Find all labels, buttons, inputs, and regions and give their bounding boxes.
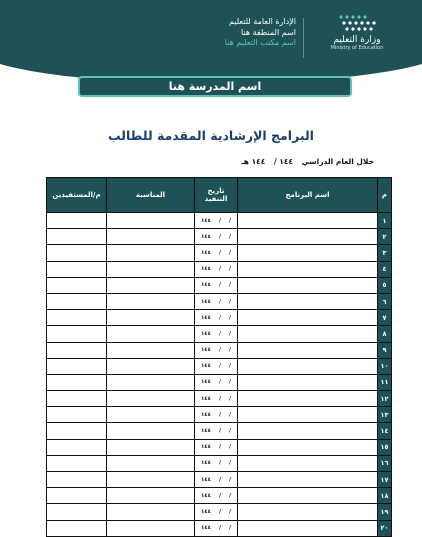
beneficiaries-cell[interactable] [47,326,107,342]
execution-date-cell[interactable] [195,423,238,439]
date-year: ١٤٤ [200,217,212,224]
execution-date-cell[interactable] [195,213,238,229]
execution-date-cell[interactable] [195,391,238,407]
execution-date-cell[interactable] [195,374,238,390]
execution-date-cell[interactable] [195,293,238,309]
date-year: ١٤٤ [200,460,212,467]
execution-date-cell[interactable] [195,310,238,326]
table-row [47,277,392,293]
program-name-cell[interactable] [238,293,378,309]
date-sep: / [229,266,232,273]
date-year: ١٤٤ [200,508,212,515]
date-sep: / [219,476,222,483]
beneficiaries-cell[interactable] [47,245,107,261]
beneficiaries-cell[interactable] [47,374,107,390]
date-sep: / [219,233,222,240]
program-name-cell[interactable] [238,520,378,536]
date-sep: / [219,314,222,321]
row-number: ٨ [378,326,392,342]
administration-block [146,17,296,49]
table-row [47,472,392,488]
program-name-cell[interactable] [238,261,378,277]
ministry-name-en: Ministry of Education [330,45,384,51]
header-occasion: المناسبة [107,178,195,213]
occasion-cell[interactable] [107,520,195,536]
date-year: ١٤٤ [200,428,212,435]
date-sep: / [229,525,232,532]
date-sep: / [219,411,222,418]
date-sep: / [229,379,232,386]
date-sep: / [219,444,222,451]
execution-date-cell[interactable] [195,520,238,536]
ministry-logo-icon [337,13,377,33]
row-number: ١٩ [378,504,392,520]
occasion-cell[interactable] [107,229,195,245]
ministry-logo [312,13,402,61]
row-number: ١٦ [378,455,392,471]
beneficiaries-cell[interactable] [47,358,107,374]
date-sep: / [229,282,232,289]
date-year: ١٤٤ [200,249,212,256]
table-row [47,488,392,504]
execution-date-cell[interactable] [195,488,238,504]
occasion-cell[interactable] [107,488,195,504]
header-beneficiaries: م/المستفيدين [47,178,107,213]
execution-date-cell[interactable] [195,261,238,277]
date-sep: / [229,444,232,451]
row-number: ٥ [378,277,392,293]
execution-date-cell[interactable] [195,245,238,261]
table-row [47,229,392,245]
execution-date-cell[interactable] [195,229,238,245]
header-program-name: اسم البرنامج [238,178,378,213]
beneficiaries-cell[interactable] [47,439,107,455]
occasion-cell[interactable] [107,504,195,520]
program-name-cell[interactable] [238,245,378,261]
date-year: ١٤٤ [200,282,212,289]
table-row [47,358,392,374]
beneficiaries-cell[interactable] [47,293,107,309]
execution-date-cell[interactable] [195,277,238,293]
occasion-cell[interactable] [107,261,195,277]
date-sep: / [219,508,222,515]
row-number: ١٧ [378,472,392,488]
header-execution-date: تاريخ التنفيذ [195,178,238,213]
admin-line-region: اسم المنطقة هنا [240,27,296,37]
execution-date-cell[interactable] [195,455,238,471]
row-number: ١٠ [378,358,392,374]
program-name-cell[interactable] [238,504,378,520]
execution-date-cell[interactable] [195,358,238,374]
date-sep: / [219,492,222,499]
program-name-cell[interactable] [238,455,378,471]
program-name-cell[interactable] [238,310,378,326]
execution-date-cell[interactable] [195,326,238,342]
beneficiaries-cell[interactable] [47,277,107,293]
date-sep: / [219,282,222,289]
occasion-cell[interactable] [107,423,195,439]
beneficiaries-cell[interactable] [47,229,107,245]
row-number: ١١ [378,374,392,390]
date-sep: / [229,314,232,321]
date-sep: / [229,395,232,402]
program-name-cell[interactable] [238,342,378,358]
occasion-cell[interactable] [107,326,195,342]
date-sep: / [229,330,232,337]
table-row [47,520,392,536]
date-year: ١٤٤ [200,298,212,305]
date-sep: / [229,233,232,240]
occasion-cell[interactable] [107,407,195,423]
date-year: ١٤٤ [200,395,212,402]
school-name-bar: اسم المدرسة هنا [78,76,352,97]
date-year: ١٤٤ [200,411,212,418]
beneficiaries-cell[interactable] [47,423,107,439]
program-name-cell[interactable] [238,374,378,390]
academic-year-line [235,157,374,166]
occasion-cell[interactable] [107,293,195,309]
program-name-cell[interactable] [238,407,378,423]
beneficiaries-cell[interactable] [47,520,107,536]
table-row [47,407,392,423]
table-body [47,213,392,537]
table-row [47,342,392,358]
table-row [47,310,392,326]
row-number: ٣ [378,245,392,261]
execution-date-cell[interactable] [195,439,238,455]
program-name-cell[interactable] [238,213,378,229]
year-label: خلال العام الدراسي [301,157,374,166]
date-sep: / [229,249,232,256]
row-number: ١٤ [378,423,392,439]
date-sep: / [219,525,222,532]
date-sep: / [229,476,232,483]
date-year: ١٤٤ [200,492,212,499]
execution-date-cell[interactable] [195,504,238,520]
occasion-cell[interactable] [107,472,195,488]
row-number: ٢ [378,229,392,245]
table-row [47,213,392,229]
table-row [47,455,392,471]
occasion-cell[interactable] [107,245,195,261]
program-name-cell[interactable] [238,326,378,342]
row-number: ٢٠ [378,520,392,536]
program-name-cell[interactable] [238,277,378,293]
date-sep: / [229,347,232,354]
table-row [47,439,392,455]
date-year: ١٤٤ [200,525,212,532]
date-sep: / [219,395,222,402]
date-sep: / [219,330,222,337]
table-row [47,374,392,390]
header-divider [303,18,304,58]
row-number: ١٢ [378,391,392,407]
date-sep: / [229,508,232,515]
occasion-cell[interactable] [107,374,195,390]
date-sep: / [219,298,222,305]
row-number: ٦ [378,293,392,309]
execution-date-cell[interactable] [195,342,238,358]
occasion-cell[interactable] [107,310,195,326]
table-row [47,245,392,261]
document-title: البرامج الإرشادية المقدمة للطالب [108,128,314,143]
row-number: ١ [378,213,392,229]
table-row [47,261,392,277]
date-sep: / [229,363,232,370]
date-year: ١٤٤ [200,379,212,386]
row-number: ١٣ [378,407,392,423]
date-year: ١٤٤ [200,476,212,483]
program-name-cell[interactable] [238,488,378,504]
program-name-cell[interactable] [238,472,378,488]
date-sep: / [219,428,222,435]
program-name-cell[interactable] [238,358,378,374]
row-number: ٩ [378,342,392,358]
year-to: ١٤٤ هـ [241,157,266,166]
row-number: ١٨ [378,488,392,504]
beneficiaries-cell[interactable] [47,504,107,520]
beneficiaries-cell[interactable] [47,213,107,229]
date-sep: / [219,379,222,386]
date-year: ١٤٤ [200,347,212,354]
occasion-cell[interactable] [107,455,195,471]
row-number: ٧ [378,310,392,326]
beneficiaries-cell[interactable] [47,310,107,326]
date-sep: / [229,492,232,499]
program-name-cell[interactable] [238,229,378,245]
date-sep: / [229,460,232,467]
row-number: ٤ [378,261,392,277]
table-row [47,293,392,309]
occasion-cell[interactable] [107,213,195,229]
table-row [47,423,392,439]
occasion-cell[interactable] [107,439,195,455]
beneficiaries-cell[interactable] [47,342,107,358]
table-row [47,504,392,520]
year-from: ١٤٤ / [273,157,294,166]
occasion-cell[interactable] [107,277,195,293]
ministry-name-ar: وزارة التعليم [333,35,381,45]
row-number: ١٥ [378,439,392,455]
date-sep: / [229,411,232,418]
beneficiaries-cell[interactable] [47,391,107,407]
date-sep: / [219,266,222,273]
program-name-cell[interactable] [238,391,378,407]
beneficiaries-cell[interactable] [47,455,107,471]
program-name-cell[interactable] [238,423,378,439]
beneficiaries-cell[interactable] [47,472,107,488]
program-name-cell[interactable] [238,439,378,455]
date-year: ١٤٤ [200,363,212,370]
occasion-cell[interactable] [107,342,195,358]
beneficiaries-cell[interactable] [47,488,107,504]
date-sep: / [219,347,222,354]
table-header-row [47,178,392,213]
execution-date-cell[interactable] [195,407,238,423]
date-sep: / [219,217,222,224]
date-sep: / [219,363,222,370]
date-sep: / [229,298,232,305]
date-year: ١٤٤ [200,314,212,321]
date-year: ١٤٤ [200,266,212,273]
date-sep: / [229,428,232,435]
occasion-cell[interactable] [107,391,195,407]
table-row [47,326,392,342]
beneficiaries-cell[interactable] [47,261,107,277]
header-number: م [378,178,392,213]
beneficiaries-cell[interactable] [47,407,107,423]
date-year: ١٤٤ [200,444,212,451]
date-year: ١٤٤ [200,233,212,240]
date-year: ١٤٤ [200,330,212,337]
date-sep: / [219,249,222,256]
table-row [47,391,392,407]
occasion-cell[interactable] [107,358,195,374]
date-sep: / [229,217,232,224]
date-sep: / [219,460,222,467]
execution-date-cell[interactable] [195,472,238,488]
admin-line-general: الإدارة العامة للتعليم [229,17,296,26]
admin-line-office: اسم مكتب التعليم هنا [224,38,296,47]
programs-table [46,177,392,537]
